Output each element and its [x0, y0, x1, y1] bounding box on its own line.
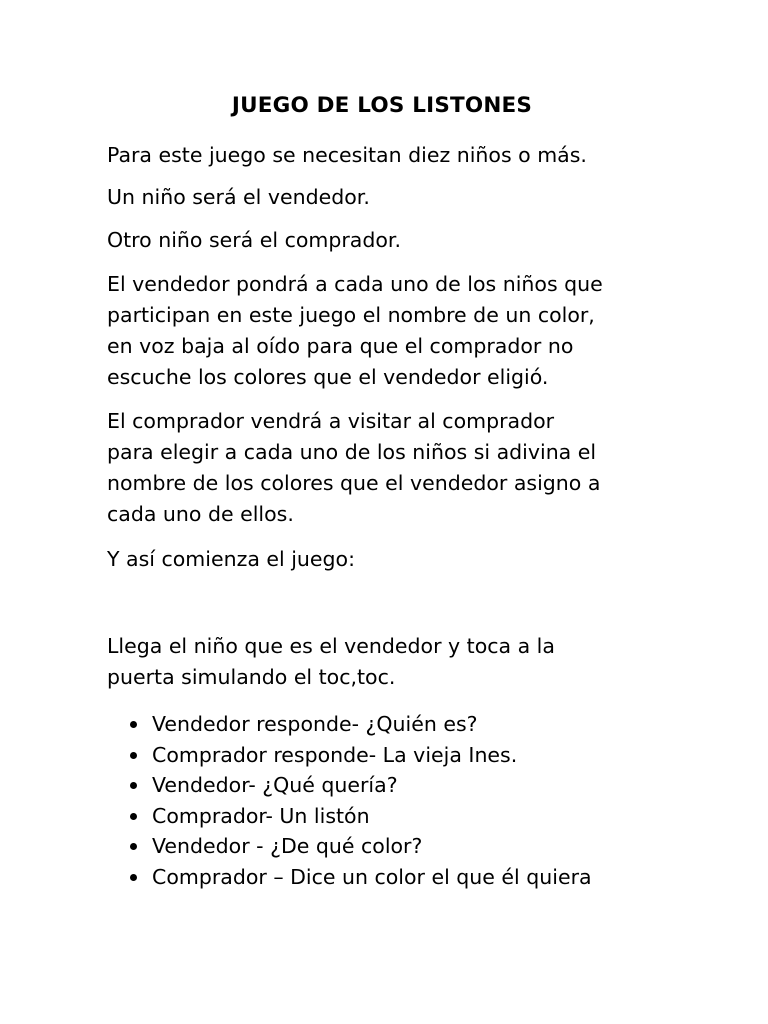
list-item	[126, 862, 592, 893]
paragraph-buyer	[107, 225, 687, 256]
paragraph-line: participan en este juego el nombre de un color,	[107, 303, 595, 327]
paragraph-line: nombre de los colores que el vendedor asigno a	[107, 471, 601, 495]
paragraph-buyer-visits	[107, 406, 687, 530]
list-item	[126, 801, 592, 832]
list-item-text: Vendedor - ¿De qué color?	[152, 834, 423, 859]
dialogue-list	[126, 709, 592, 893]
paragraph-line: puerta simulando el toc,toc.	[107, 665, 396, 689]
paragraph-intro	[107, 140, 687, 171]
bullet-icon	[130, 721, 137, 728]
bullet-icon	[130, 874, 137, 881]
bullet-icon	[130, 782, 137, 789]
paragraph-line: en voz baja al oído para que el comprador no	[107, 334, 574, 358]
paragraph-line: El vendedor pondrá a cada uno de los niños que	[107, 272, 603, 296]
list-item-text: Comprador responde- La vieja Ines.	[152, 742, 518, 767]
paragraph-line: escuche los colores que el vendedor eligió.	[107, 365, 549, 389]
list-item	[126, 831, 592, 862]
bullet-icon	[130, 813, 137, 820]
page-title: JUEGO DE LOS LISTONES	[231, 93, 533, 118]
list-item-text: Comprador – Dice un color el que él quiera	[152, 864, 592, 889]
paragraph-seller-assigns	[107, 269, 687, 393]
paragraph-line: Llega el niño que es el vendedor y toca a la	[107, 634, 555, 658]
paragraph-seller	[107, 182, 687, 213]
paragraph-line: Otro niño será el comprador.	[107, 228, 401, 252]
paragraph-line: Para este juego se necesitan diez niños o más.	[107, 143, 587, 167]
paragraph-line: Un niño será el vendedor.	[107, 185, 370, 209]
paragraph-knock	[107, 631, 687, 693]
list-item-text: Vendedor- ¿Qué quería?	[152, 773, 398, 798]
paragraph-game-start	[107, 544, 687, 575]
list-item	[126, 770, 592, 801]
paragraph-line: Y así comienza el juego:	[107, 547, 356, 571]
bullet-icon	[130, 843, 137, 850]
list-item-text: Comprador- Un listón	[152, 803, 370, 828]
paragraph-line: cada uno de ellos.	[107, 502, 294, 526]
list-item	[126, 740, 592, 771]
list-item	[126, 709, 592, 740]
paragraph-line: El comprador vendrá a visitar al comprador	[107, 409, 555, 433]
bullet-icon	[130, 752, 137, 759]
list-item-text: Vendedor responde- ¿Quién es?	[152, 712, 478, 736]
paragraph-line: para elegir a cada uno de los niños si adivina el	[107, 440, 597, 464]
